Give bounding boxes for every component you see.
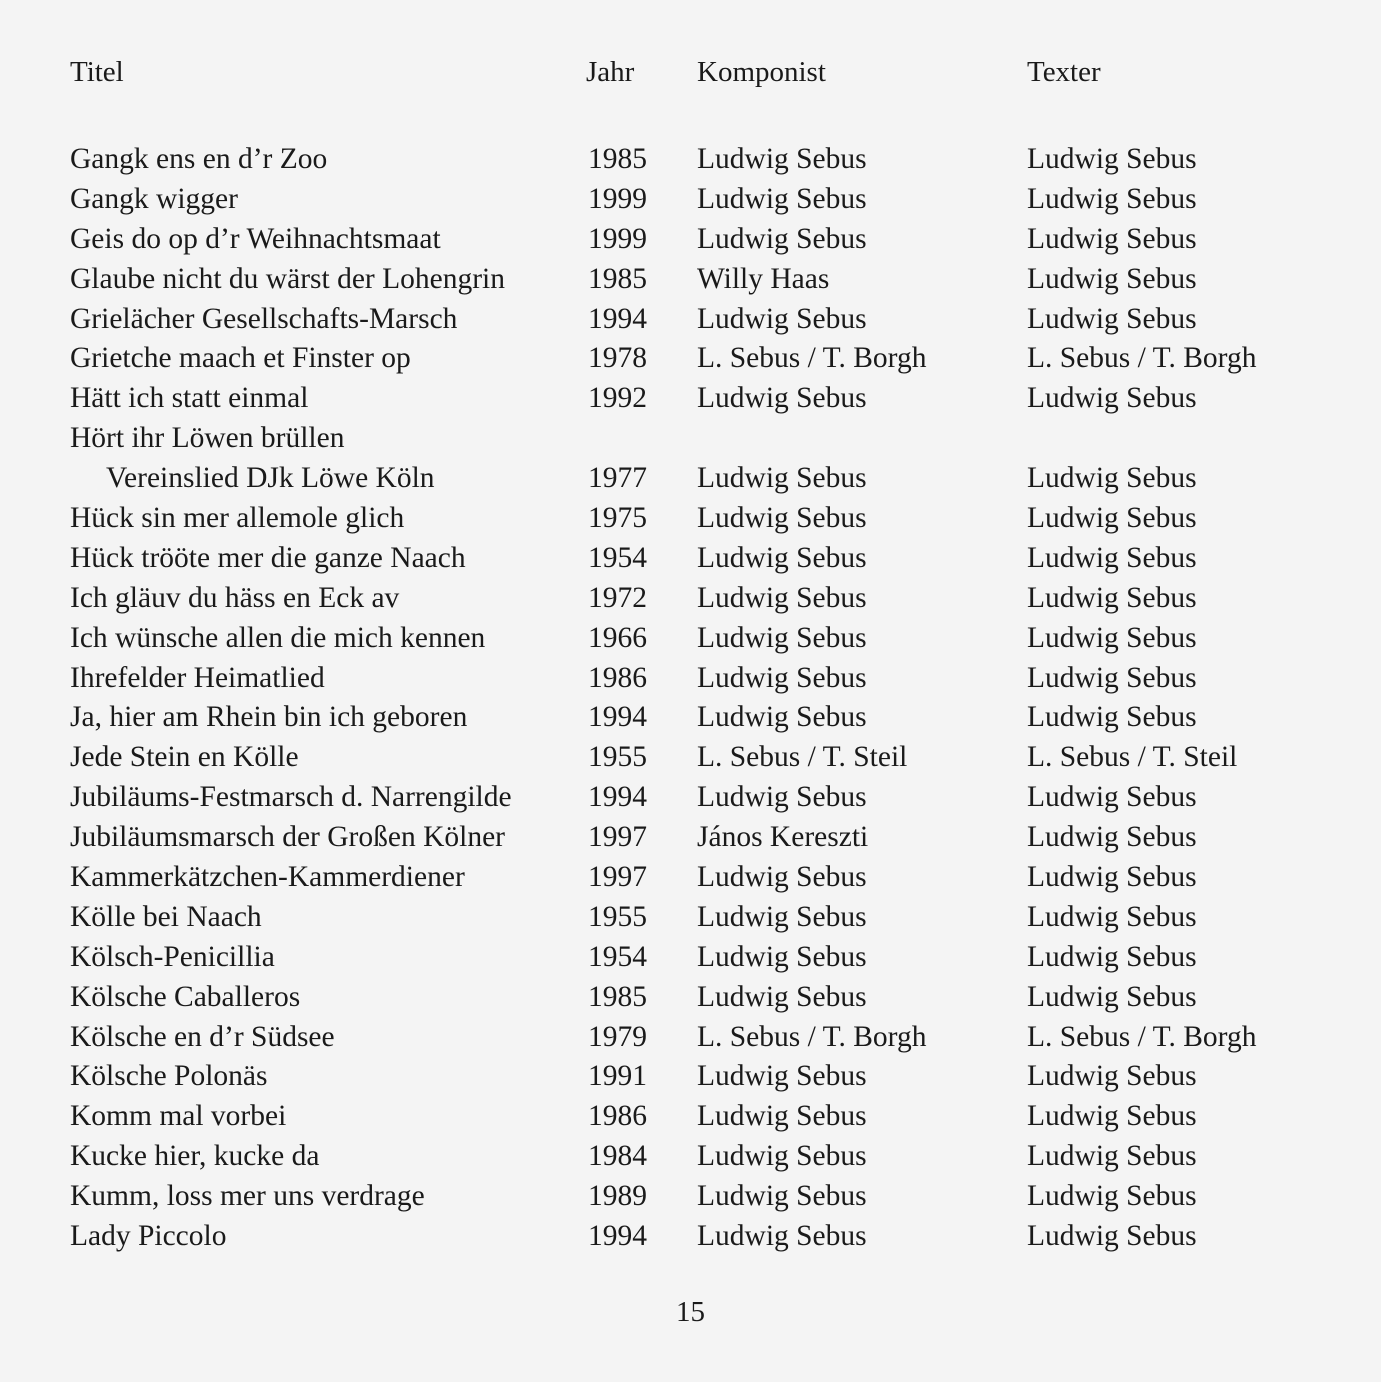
table-row — [0, 897, 1381, 937]
song-year: 1977 — [588, 462, 647, 495]
song-lyricist: Ludwig Sebus — [1027, 980, 1197, 1013]
table-row — [0, 817, 1381, 857]
table-row — [0, 338, 1381, 378]
table-row — [0, 458, 1381, 498]
song-title: Jubiläums-Festmarsch d. Narrengilde — [70, 781, 512, 814]
song-lyricist: Ludwig Sebus — [1027, 940, 1197, 973]
song-title: Kölsche Caballeros — [70, 980, 301, 1013]
song-title: Jubiläumsmarsch der Großen Kölner — [70, 821, 506, 854]
song-year: 1994 — [588, 302, 647, 335]
table-row — [0, 299, 1381, 339]
table-row — [0, 538, 1381, 578]
song-lyricist: Ludwig Sebus — [1027, 302, 1197, 335]
song-lyricist: Ludwig Sebus — [1027, 1180, 1197, 1213]
table-row — [0, 1216, 1381, 1256]
table-row — [0, 259, 1381, 299]
song-composer: L. Sebus / T. Borgh — [697, 342, 927, 375]
song-title: Kumm, loss mer uns verdrage — [70, 1180, 425, 1213]
song-lyricist: Ludwig Sebus — [1027, 541, 1197, 574]
song-year: 1991 — [588, 1060, 647, 1093]
song-composer: Ludwig Sebus — [697, 462, 867, 495]
song-year: 1978 — [588, 342, 647, 375]
song-lyricist: L. Sebus / T. Steil — [1027, 741, 1238, 774]
song-year: 1999 — [588, 222, 647, 255]
song-title: Hück trööte mer die ganze Naach — [70, 541, 466, 574]
song-lyricist: Ludwig Sebus — [1027, 621, 1197, 654]
song-year: 1997 — [588, 861, 647, 894]
song-composer: Ludwig Sebus — [697, 1220, 867, 1253]
song-lyricist: Ludwig Sebus — [1027, 1220, 1197, 1253]
song-year: 1985 — [588, 143, 647, 175]
song-lyricist: Ludwig Sebus — [1027, 222, 1197, 255]
song-lyricist: Ludwig Sebus — [1027, 1060, 1197, 1093]
song-lyricist: Ludwig Sebus — [1027, 182, 1197, 215]
table-row — [0, 737, 1381, 777]
table-row — [0, 578, 1381, 618]
table-row — [0, 697, 1381, 737]
table-row — [0, 658, 1381, 698]
song-composer: Ludwig Sebus — [697, 1180, 867, 1213]
song-composer: Ludwig Sebus — [697, 900, 867, 933]
song-composer: Ludwig Sebus — [697, 581, 867, 614]
song-composer: Ludwig Sebus — [697, 182, 867, 215]
column-header-year: Jahr — [586, 56, 635, 88]
song-composer: Ludwig Sebus — [697, 502, 867, 535]
song-lyricist: Ludwig Sebus — [1027, 581, 1197, 614]
song-year: 1954 — [588, 541, 647, 574]
table-row — [0, 1136, 1381, 1176]
song-composer: Ludwig Sebus — [697, 980, 867, 1013]
song-composer: Ludwig Sebus — [697, 302, 867, 335]
song-composer: Ludwig Sebus — [697, 940, 867, 973]
song-title: Gangk wigger — [70, 182, 238, 215]
table-row — [0, 378, 1381, 418]
song-year: 1999 — [588, 182, 647, 215]
page-number: 15 — [676, 1296, 705, 1328]
song-year: 1955 — [588, 741, 647, 774]
table-row — [0, 179, 1381, 219]
song-lyricist: Ludwig Sebus — [1027, 462, 1197, 495]
table-row — [0, 1176, 1381, 1216]
song-year: 1994 — [588, 1220, 647, 1253]
song-composer: Ludwig Sebus — [697, 701, 867, 734]
table-row — [0, 1096, 1381, 1136]
song-lyricist: L. Sebus / T. Borgh — [1027, 1020, 1257, 1053]
song-year: 1992 — [588, 382, 647, 415]
song-title: Kölsch-Penicillia — [70, 940, 275, 973]
song-composer: Ludwig Sebus — [697, 1060, 867, 1093]
table-row — [0, 418, 1381, 458]
table-row — [0, 219, 1381, 259]
song-year: 1955 — [588, 900, 647, 933]
table-row — [0, 777, 1381, 817]
song-table-body — [0, 139, 1381, 1256]
song-lyricist: Ludwig Sebus — [1027, 701, 1197, 734]
column-header-lyricist: Texter — [1027, 56, 1101, 88]
song-composer: János Kereszti — [697, 821, 869, 854]
table-row — [0, 139, 1381, 179]
song-title: Glaube nicht du wärst der Lohengrin — [70, 262, 505, 295]
song-title: Ich gläuv du häss en Eck av — [70, 581, 400, 614]
song-composer: Ludwig Sebus — [697, 861, 867, 894]
table-row — [0, 498, 1381, 538]
song-title: Hück sin mer allemole glich — [70, 502, 405, 535]
song-composer: Ludwig Sebus — [697, 781, 867, 814]
song-title: Gangk ens en d’r Zoo — [70, 143, 328, 175]
song-year: 1986 — [588, 1100, 647, 1133]
song-title: Grielächer Gesellschafts-Marsch — [70, 302, 458, 335]
song-title: Geis do op d’r Weihnachtsmaat — [70, 222, 441, 255]
song-lyricist: Ludwig Sebus — [1027, 821, 1197, 854]
song-title: Lady Piccolo — [70, 1220, 227, 1253]
song-lyricist: Ludwig Sebus — [1027, 661, 1197, 694]
song-title: Ja, hier am Rhein bin ich geboren — [70, 701, 468, 734]
song-year: 1975 — [588, 502, 647, 535]
column-header-composer: Komponist — [697, 56, 826, 88]
song-composer: Ludwig Sebus — [697, 621, 867, 654]
table-row — [0, 857, 1381, 897]
song-lyricist: Ludwig Sebus — [1027, 143, 1197, 175]
song-lyricist: Ludwig Sebus — [1027, 1100, 1197, 1133]
song-composer: Ludwig Sebus — [697, 222, 867, 255]
song-year: 1954 — [588, 940, 647, 973]
table-row — [0, 977, 1381, 1017]
song-lyricist: Ludwig Sebus — [1027, 502, 1197, 535]
song-composer: Ludwig Sebus — [697, 1140, 867, 1173]
song-year: 1984 — [588, 1140, 647, 1173]
song-composer: L. Sebus / T. Steil — [697, 741, 908, 774]
song-title: Jede Stein en Kölle — [70, 741, 299, 774]
song-year: 1989 — [588, 1180, 647, 1213]
song-lyricist: L. Sebus / T. Borgh — [1027, 342, 1257, 375]
table-row — [0, 1017, 1381, 1057]
song-composer: Ludwig Sebus — [697, 143, 867, 175]
song-title: Ihrefelder Heimatlied — [70, 661, 325, 694]
table-row — [0, 937, 1381, 977]
table-header — [0, 52, 1381, 92]
song-title: Kucke hier, kucke da — [70, 1140, 320, 1173]
song-lyricist: Ludwig Sebus — [1027, 262, 1197, 295]
song-composer: Ludwig Sebus — [697, 382, 867, 415]
song-composer: L. Sebus / T. Borgh — [697, 1020, 927, 1053]
song-title: Ich wünsche allen die mich kennen — [70, 621, 486, 654]
column-header-title: Titel — [70, 56, 124, 88]
song-year: 1985 — [588, 980, 647, 1013]
song-year: 1979 — [588, 1020, 647, 1053]
song-lyricist: Ludwig Sebus — [1027, 1140, 1197, 1173]
song-year: 1994 — [588, 781, 647, 814]
song-year: 1994 — [588, 701, 647, 734]
song-year: 1985 — [588, 262, 647, 295]
song-title: Grietche maach et Finster op — [70, 342, 411, 375]
song-composer: Ludwig Sebus — [697, 661, 867, 694]
song-lyricist: Ludwig Sebus — [1027, 861, 1197, 894]
song-title: Kammerkätzchen-Kammerdiener — [70, 861, 465, 894]
song-title: Komm mal vorbei — [70, 1100, 287, 1133]
table-row — [0, 618, 1381, 658]
song-year: 1972 — [588, 581, 647, 614]
song-year: 1997 — [588, 821, 647, 854]
song-title: Hätt ich statt einmal — [70, 382, 309, 415]
song-composer: Ludwig Sebus — [697, 541, 867, 574]
song-title: Kölsche Polonäs — [70, 1060, 268, 1093]
song-composer: Willy Haas — [697, 262, 830, 295]
song-composer: Ludwig Sebus — [697, 1100, 867, 1133]
song-year: 1966 — [588, 621, 647, 654]
song-lyricist: Ludwig Sebus — [1027, 781, 1197, 814]
song-year: 1986 — [588, 661, 647, 694]
song-lyricist: Ludwig Sebus — [1027, 382, 1197, 415]
song-lyricist: Ludwig Sebus — [1027, 900, 1197, 933]
song-title: Kölle bei Naach — [70, 900, 262, 933]
song-title: Hört ihr Löwen brüllen — [70, 422, 345, 455]
song-title: Kölsche en d’r Südsee — [70, 1020, 335, 1053]
song-title: Vereinslied DJk Löwe Köln — [106, 462, 435, 495]
table-row — [0, 1056, 1381, 1096]
